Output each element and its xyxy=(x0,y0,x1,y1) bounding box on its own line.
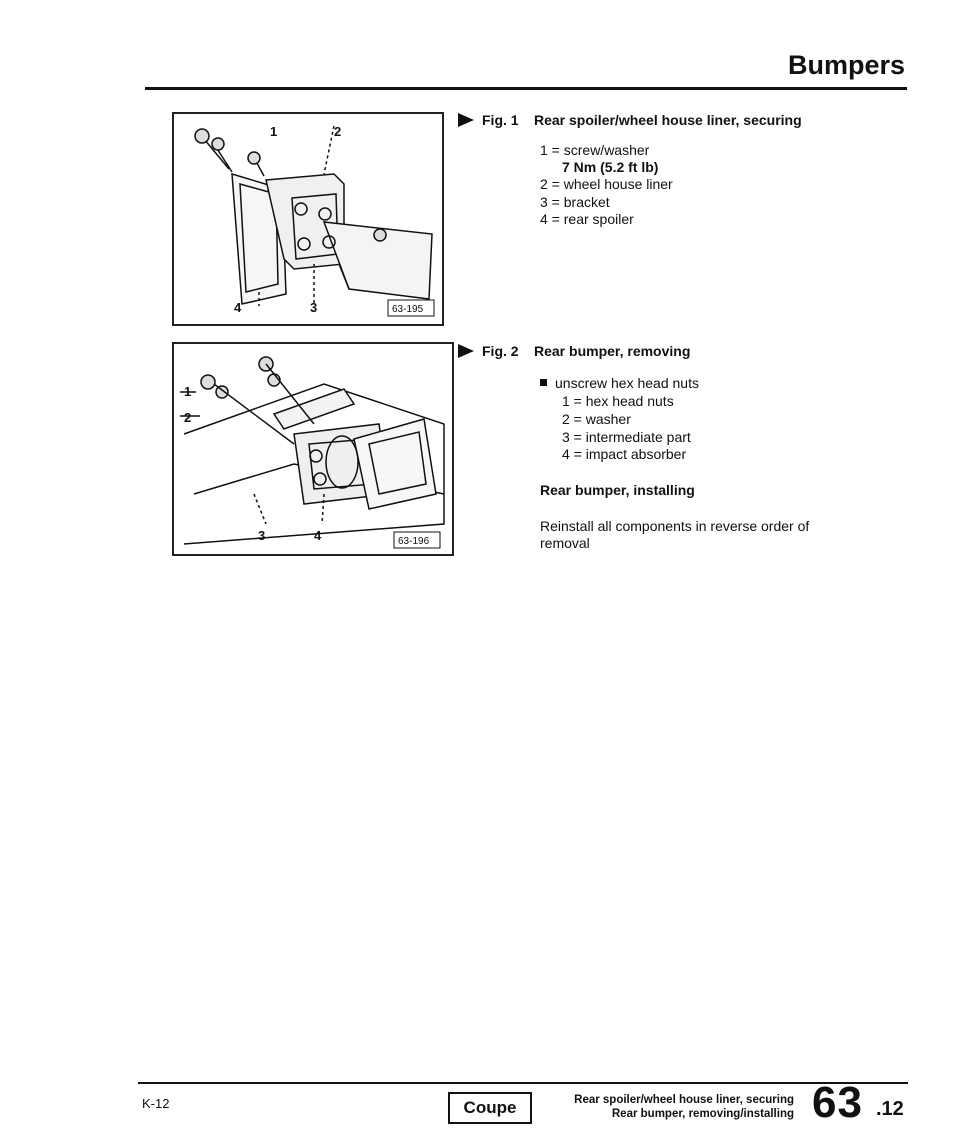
fig2-bullet xyxy=(540,375,699,392)
fig1-heading xyxy=(458,112,802,128)
fig1-item-3: 3 = bracket xyxy=(540,194,610,210)
fig2-label: Fig. 2 xyxy=(482,343,519,359)
fig1-item-4: 4 = rear spoiler xyxy=(540,211,634,227)
fig1-illustration xyxy=(172,112,444,326)
fig1-torque: 7 Nm (5.2 ft lb) xyxy=(562,159,659,175)
fig2-callout-1: 1 xyxy=(184,384,192,399)
fig1-ref-tag: 63-195 xyxy=(392,304,424,315)
fig2-item-1: 1 = hex head nuts xyxy=(562,393,674,409)
fig1-label: Fig. 1 xyxy=(482,112,519,128)
fig2-caption: Rear bumper, removing xyxy=(534,343,691,359)
fig1-item-2: 2 = wheel house liner xyxy=(540,176,673,192)
arrow-right-icon xyxy=(458,113,474,127)
fig2-install-line-2: removal xyxy=(540,535,590,551)
fig1-callout-3: 3 xyxy=(310,300,318,315)
fig2-bullet-text: unscrew hex head nuts xyxy=(555,375,699,391)
fig2-illustration xyxy=(172,342,454,556)
footer-section-number: 63 xyxy=(812,1078,863,1127)
bullet-icon xyxy=(540,379,547,386)
fig2-item-4: 4 = impact absorber xyxy=(562,446,687,462)
fig2-callout-4: 4 xyxy=(314,528,322,543)
footer-desc-line-2: Rear bumper, removing/installing xyxy=(611,1108,794,1120)
fig2-callout-2: 2 xyxy=(184,410,192,425)
fig2-item-3: 3 = intermediate part xyxy=(562,429,691,445)
footer-rule xyxy=(138,1082,908,1084)
fig2-callout-3: 3 xyxy=(258,528,266,543)
fig2-heading xyxy=(458,343,690,359)
fig1-callout-1: 1 xyxy=(270,124,278,139)
footer-model-badge: Coupe xyxy=(448,1092,532,1124)
fig1-callout-4: 4 xyxy=(234,300,242,315)
footer-subsection-number: .12 xyxy=(876,1098,904,1120)
fig1-item-1: 1 = screw/washer xyxy=(540,142,650,158)
arrow-right-icon xyxy=(458,344,474,358)
fig2-item-2: 2 = washer xyxy=(562,411,631,427)
fig2-install-line-1: Reinstall all components in reverse order of xyxy=(540,518,810,534)
footer-page-number: K-12 xyxy=(142,1096,170,1111)
header-rule xyxy=(145,87,907,90)
fig2-install-heading: Rear bumper, installing xyxy=(540,482,695,498)
fig1-caption: Rear spoiler/wheel house liner, securing xyxy=(534,112,802,128)
page-header-title: Bumpers xyxy=(787,50,905,80)
footer-desc-line-1: Rear spoiler/wheel house liner, securing xyxy=(574,1094,794,1106)
fig2-ref-tag: 63-196 xyxy=(398,536,430,547)
footer-description xyxy=(546,1093,794,1121)
fig1-callout-2: 2 xyxy=(334,124,342,139)
